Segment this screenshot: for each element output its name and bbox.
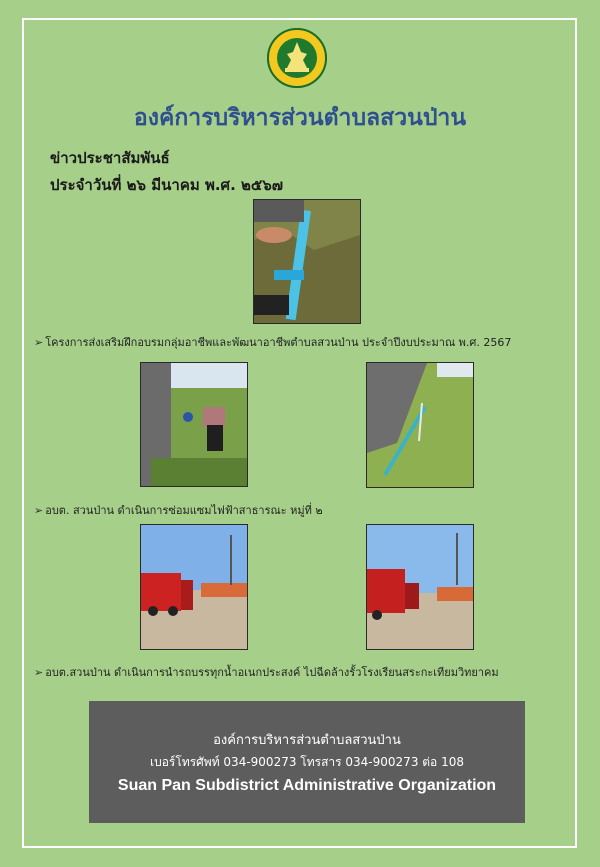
photo-electrical-1 (140, 362, 248, 487)
caption-2 (34, 501, 323, 519)
photo-truck-1 (140, 524, 248, 650)
caption-text: อบต.สวนป่าน ดำเนินการนำรถบรรทุกน้ำอเนกประสงค์ ไปฉีดล้างรั้วโรงเรียนสระกะเทียมวิทยาคม (45, 666, 499, 679)
footer-org-name-en: Suan Pan Subdistrict Administrative Organization (117, 777, 497, 794)
logo (267, 28, 327, 88)
arrow-bullet-icon: ➢ (34, 504, 44, 517)
contact-box (89, 701, 525, 823)
footer-org-name: องค์การบริหารส่วนตำบลสวนป่าน (213, 733, 401, 748)
photo-electrical-2 (366, 362, 474, 488)
footer-phone: เบอร์โทรศัพท์ 034-900273 โทรสาร 034-900273 ต่อ 108 (150, 755, 464, 769)
caption-text: อบต. สวนป่าน ดำเนินการซ่อมแซมไฟฟ้าสาธารณะ หมู่ที่ ๒ (45, 504, 323, 517)
photo-truck-2 (366, 524, 474, 650)
seal-icon (267, 28, 327, 88)
caption-1 (34, 333, 511, 351)
date-line: ประจำวันที่ ๒๖ มีนาคม พ.ศ. ๒๕๖๗ (50, 176, 284, 194)
page-title: องค์การบริหารส่วนตำบลสวนป่าน (133, 105, 467, 131)
photo-training (253, 199, 361, 324)
caption-text: โครงการส่งเสริมฝึกอบรมกลุ่มอาชีพและพัฒนาอาชีพตำบลสวนป่าน ประจำปีงบประมาณ พ.ศ. 2567 (45, 336, 512, 349)
arrow-bullet-icon: ➢ (34, 666, 44, 679)
caption-3 (34, 663, 499, 681)
arrow-bullet-icon: ➢ (34, 336, 44, 349)
section-heading: ข่าวประชาสัมพันธ์ (50, 149, 170, 167)
